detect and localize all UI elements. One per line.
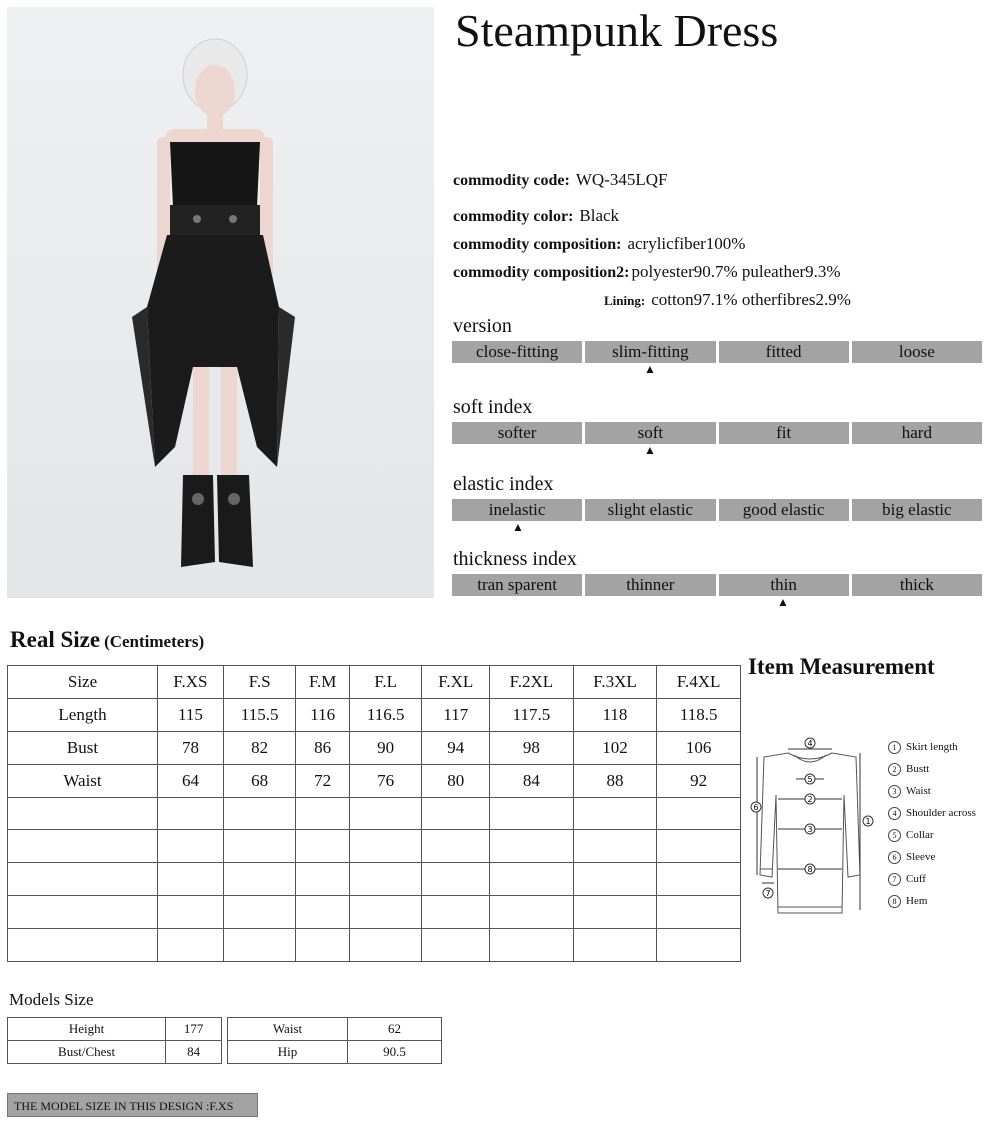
table-cell	[657, 896, 741, 929]
table-header-cell: F.S	[223, 666, 296, 699]
table-row	[228, 1018, 442, 1041]
table-cell	[573, 929, 657, 962]
table-cell	[223, 896, 296, 929]
table-cell	[422, 863, 490, 896]
table-cell: Bust/Chest	[8, 1041, 166, 1064]
svg-text:1: 1	[865, 817, 871, 826]
table-cell	[158, 830, 224, 863]
table-row	[8, 929, 741, 962]
table-cell	[158, 896, 224, 929]
soft-index-option: hard	[852, 422, 982, 444]
table-cell	[657, 830, 741, 863]
table-cell	[490, 929, 574, 962]
elastic-index-option: good elastic	[719, 499, 849, 521]
attr-label: commodity composition:	[453, 236, 622, 253]
table-cell: 102	[573, 731, 657, 764]
table-cell: 115.5	[223, 698, 296, 731]
models-size-table-right	[227, 1017, 442, 1064]
item-measurement-title: Item Measurement	[748, 654, 935, 679]
table-cell: 117.5	[490, 698, 574, 731]
measurement-legend-item	[888, 851, 935, 864]
measurement-legend-item	[888, 763, 929, 776]
table-header-cell: F.XS	[158, 666, 224, 699]
table-cell: 106	[657, 731, 741, 764]
table-cell: 177	[166, 1018, 222, 1041]
legend-number: 7	[888, 873, 901, 886]
elastic-index-option: slight elastic	[585, 499, 715, 521]
table-cell	[296, 797, 349, 830]
table-cell	[8, 830, 158, 863]
table-row	[8, 1041, 222, 1064]
legend-number: 5	[888, 829, 901, 842]
svg-text:6: 6	[753, 803, 759, 812]
measurement-legend-item	[888, 895, 927, 908]
attr-label: commodity code:	[453, 172, 570, 189]
table-cell: 80	[422, 764, 490, 797]
table-cell	[223, 863, 296, 896]
table-cell: Waist	[228, 1018, 348, 1041]
legend-label: Collar	[906, 829, 934, 842]
table-cell: 62	[347, 1018, 441, 1041]
table-row	[8, 698, 741, 731]
legend-label: Skirt length	[906, 741, 958, 754]
table-cell: 90.5	[347, 1041, 441, 1064]
table-cell	[349, 863, 422, 896]
table-cell	[296, 863, 349, 896]
table-cell	[158, 863, 224, 896]
garment-diagram	[748, 735, 998, 915]
table-cell: 82	[223, 731, 296, 764]
table-row	[228, 1041, 442, 1064]
product-title: Steampunk Dress	[455, 5, 779, 56]
table-cell: Height	[8, 1018, 166, 1041]
real-size-title: Real Size	[10, 627, 101, 652]
table-header-cell: Size	[8, 666, 158, 699]
soft-index-bar	[452, 422, 982, 444]
measurement-legend-item	[888, 873, 926, 886]
table-cell: 115	[158, 698, 224, 731]
thickness-index-option: thick	[852, 574, 982, 596]
table-cell: Waist	[8, 764, 158, 797]
attr-value: cotton97.1% otherfibres2.9%	[651, 290, 851, 309]
soft-index-option: softer	[452, 422, 582, 444]
table-header-cell: F.4XL	[657, 666, 741, 699]
table-cell	[490, 896, 574, 929]
table-cell	[490, 797, 574, 830]
table-cell: Bust	[8, 731, 158, 764]
legend-label: Sleeve	[906, 851, 936, 864]
table-cell	[422, 929, 490, 962]
table-cell	[573, 797, 657, 830]
table-cell: 94	[422, 731, 490, 764]
table-cell: 68	[223, 764, 296, 797]
models-size-title: Models Size	[9, 990, 94, 1009]
attr-label: commodity color:	[453, 208, 574, 225]
table-cell	[158, 929, 224, 962]
svg-text:5: 5	[807, 775, 813, 784]
table-row	[8, 797, 741, 830]
legend-label: Cuff	[906, 873, 926, 886]
table-cell	[490, 863, 574, 896]
svg-text:4: 4	[807, 739, 813, 748]
version-marker: ▲	[644, 362, 656, 376]
table-cell: 84	[490, 764, 574, 797]
thickness-index-bar	[452, 574, 982, 596]
attr-value: acrylicfiber100%	[627, 234, 746, 253]
measurement-legend-item	[888, 807, 976, 820]
measurement-legend-item	[888, 741, 958, 754]
real-size-unit: (Centimeters)	[104, 632, 205, 651]
soft-index-marker: ▲	[644, 443, 656, 457]
table-cell	[573, 830, 657, 863]
table-cell	[296, 830, 349, 863]
table-cell: 72	[296, 764, 349, 797]
attr-commodity-color	[453, 206, 619, 226]
thickness-index-option: tran sparent	[452, 574, 582, 596]
svg-text:7: 7	[765, 889, 771, 898]
table-cell: Hip	[228, 1041, 348, 1064]
table-cell: 64	[158, 764, 224, 797]
table-cell: 116.5	[349, 698, 422, 731]
version-title: version	[453, 315, 512, 337]
table-cell: 116	[296, 698, 349, 731]
table-header-cell: F.2XL	[490, 666, 574, 699]
table-cell	[223, 797, 296, 830]
table-cell: 117	[422, 698, 490, 731]
thickness-index-option: thinner	[585, 574, 715, 596]
legend-label: Shoulder across	[906, 807, 976, 820]
svg-text:8: 8	[807, 865, 813, 874]
measurement-legend-item	[888, 785, 931, 798]
legend-label: Bustt	[906, 763, 930, 776]
table-row	[8, 896, 741, 929]
attr-label: commodity composition2:	[453, 264, 630, 281]
thickness-index-title: thickness index	[453, 548, 577, 570]
version-option: slim-fitting	[585, 341, 715, 363]
attr-label: Lining:	[604, 293, 646, 308]
attr-composition	[453, 234, 745, 254]
size-table	[7, 665, 741, 962]
version-option: fitted	[719, 341, 849, 363]
table-cell	[422, 896, 490, 929]
table-cell: 84	[166, 1041, 222, 1064]
legend-number: 3	[888, 785, 901, 798]
table-cell	[657, 797, 741, 830]
table-cell	[573, 896, 657, 929]
table-header-cell: F.XL	[422, 666, 490, 699]
soft-index-option: soft	[585, 422, 715, 444]
table-cell	[296, 929, 349, 962]
legend-number: 6	[888, 851, 901, 864]
table-header-cell: F.M	[296, 666, 349, 699]
table-cell: Length	[8, 698, 158, 731]
elastic-index-marker: ▲	[512, 520, 524, 534]
elastic-index-title: elastic index	[453, 473, 554, 495]
table-row	[8, 764, 741, 797]
legend-number: 8	[888, 895, 901, 908]
table-cell: 86	[296, 731, 349, 764]
attr-value: polyester90.7% puleather9.3%	[631, 262, 841, 281]
table-cell	[8, 863, 158, 896]
thickness-index-option: thin	[719, 574, 849, 596]
legend-number: 4	[888, 807, 901, 820]
elastic-index-option: big elastic	[852, 499, 982, 521]
attr-value: Black	[579, 206, 620, 225]
table-cell	[349, 830, 422, 863]
table-cell	[422, 797, 490, 830]
table-cell	[296, 896, 349, 929]
table-cell	[657, 863, 741, 896]
soft-index-option: fit	[719, 422, 849, 444]
legend-label: Hem	[906, 895, 928, 908]
table-row	[8, 863, 741, 896]
legend-label: Waist	[906, 785, 931, 798]
table-cell: 118.5	[657, 698, 741, 731]
table-cell	[223, 929, 296, 962]
table-cell	[422, 830, 490, 863]
table-header-cell: F.L	[349, 666, 422, 699]
table-cell: 78	[158, 731, 224, 764]
table-cell	[158, 797, 224, 830]
table-row	[8, 731, 741, 764]
table-cell	[8, 896, 158, 929]
table-cell	[573, 863, 657, 896]
version-option: loose	[852, 341, 982, 363]
elastic-index-bar	[452, 499, 982, 521]
table-cell	[8, 929, 158, 962]
table-cell	[490, 830, 574, 863]
version-option: close-fitting	[452, 341, 582, 363]
thickness-index-marker: ▲	[777, 595, 789, 609]
table-header-cell: F.3XL	[573, 666, 657, 699]
table-cell	[8, 797, 158, 830]
attr-composition2	[453, 262, 841, 282]
table-cell: 76	[349, 764, 422, 797]
version-bar	[452, 341, 982, 363]
table-row	[8, 830, 741, 863]
table-cell	[349, 797, 422, 830]
legend-number: 1	[888, 741, 901, 754]
attr-commodity-code	[453, 170, 667, 190]
table-cell	[223, 830, 296, 863]
elastic-index-option: inelastic	[452, 499, 582, 521]
svg-text:2: 2	[807, 795, 813, 804]
legend-number: 2	[888, 763, 901, 776]
table-cell	[657, 929, 741, 962]
table-cell	[349, 896, 422, 929]
table-cell: 88	[573, 764, 657, 797]
table-cell: 118	[573, 698, 657, 731]
real-size-heading	[10, 627, 204, 653]
product-photo	[7, 7, 434, 598]
table-cell: 90	[349, 731, 422, 764]
table-header-row	[8, 666, 741, 699]
table-row	[8, 1018, 222, 1041]
table-cell: 98	[490, 731, 574, 764]
attr-value: WQ-345LQF	[575, 170, 668, 189]
model-size-note: THE MODEL SIZE IN THIS DESIGN :F.XS	[7, 1093, 258, 1117]
measurement-legend-item	[888, 829, 934, 842]
table-cell: 92	[657, 764, 741, 797]
soft-index-title: soft index	[453, 396, 533, 418]
svg-text:3: 3	[807, 825, 813, 834]
table-cell	[349, 929, 422, 962]
attr-lining	[604, 290, 851, 310]
models-size-table-left	[7, 1017, 222, 1064]
